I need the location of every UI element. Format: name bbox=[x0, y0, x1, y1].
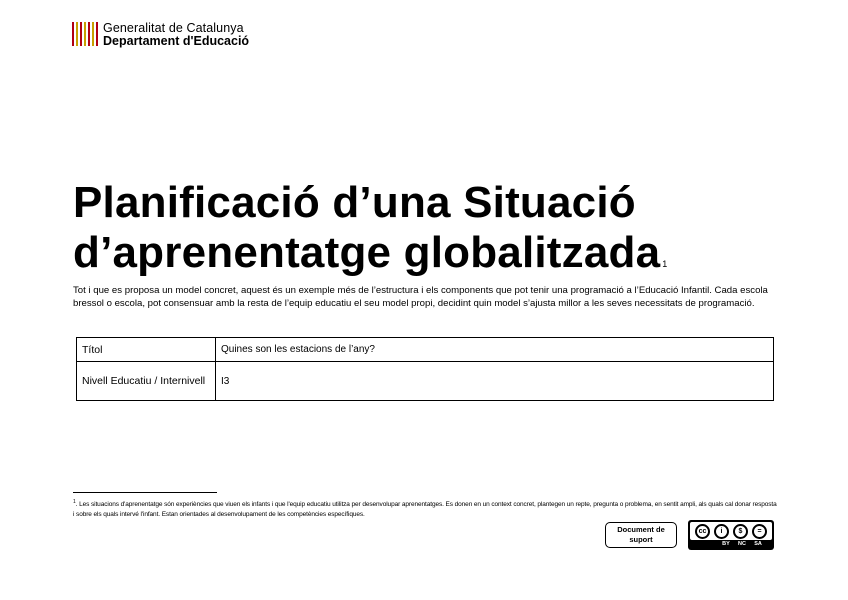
attribution-icon: i bbox=[714, 524, 729, 539]
table-label-title: Títol bbox=[77, 338, 216, 362]
license-by: BY bbox=[722, 541, 730, 547]
info-table bbox=[76, 337, 774, 401]
sharealike-icon: = bbox=[752, 524, 767, 539]
creative-commons-license-icon[interactable] bbox=[688, 520, 774, 550]
page-title bbox=[73, 178, 773, 289]
intro-paragraph: Tot i que es proposa un model concret, aquest és un exemple més de l’estructura i els components que pot tenir una programació a l’Educació Infantil. Cada escola bressol o escola, pot consensuar amb la resta de l’equip educatiu el seu model propi, decidint quin model s’ajusta millor a les seves necessitats de programació. bbox=[73, 285, 768, 309]
footnote-number: 1 bbox=[73, 499, 76, 505]
table-row bbox=[77, 338, 774, 362]
footnote-reference[interactable]: 1 bbox=[662, 259, 668, 269]
title-line-2 bbox=[73, 228, 773, 289]
license-sa: SA bbox=[754, 541, 762, 547]
table-row bbox=[77, 362, 774, 401]
header bbox=[72, 22, 249, 48]
footnote bbox=[73, 497, 778, 520]
title-line-1: Planificació d’una Situació bbox=[73, 178, 636, 227]
title-line-2-text: d’aprenentatge globalitzada bbox=[73, 228, 661, 277]
support-document-badge bbox=[605, 522, 677, 548]
table-value-level: I3 bbox=[216, 362, 774, 401]
table-value-title: Quines son les estacions de l’any? bbox=[216, 338, 774, 362]
footnote-divider bbox=[73, 492, 217, 493]
organization-name bbox=[103, 22, 249, 48]
cc-icon: cc bbox=[695, 524, 710, 539]
table-label-level: Nivell Educatiu / Internivell bbox=[77, 362, 216, 401]
license-nc: NC bbox=[738, 541, 746, 547]
badge-line-1: Document de bbox=[617, 525, 665, 534]
badge-line-2: suport bbox=[629, 535, 653, 544]
org-line-2: Departament d'Educació bbox=[103, 34, 250, 48]
footnote-text: . Les situacions d'aprenentatge són experiències que viuen els infants i que l'equip educatiu utilitza per desenvolupar aprenentatges. Es donen en un context concret, plantegen un repte, pregunta o problema, en sentit ampli, als quals cal donar resposta i sobre els quals intervé l'infant. Estan orientades al desenvolupament de les competències específiques. bbox=[73, 501, 777, 519]
generalitat-logo-icon bbox=[72, 22, 98, 48]
noncommercial-icon: $ bbox=[733, 524, 748, 539]
org-line-1: Generalitat de Catalunya bbox=[103, 21, 244, 35]
